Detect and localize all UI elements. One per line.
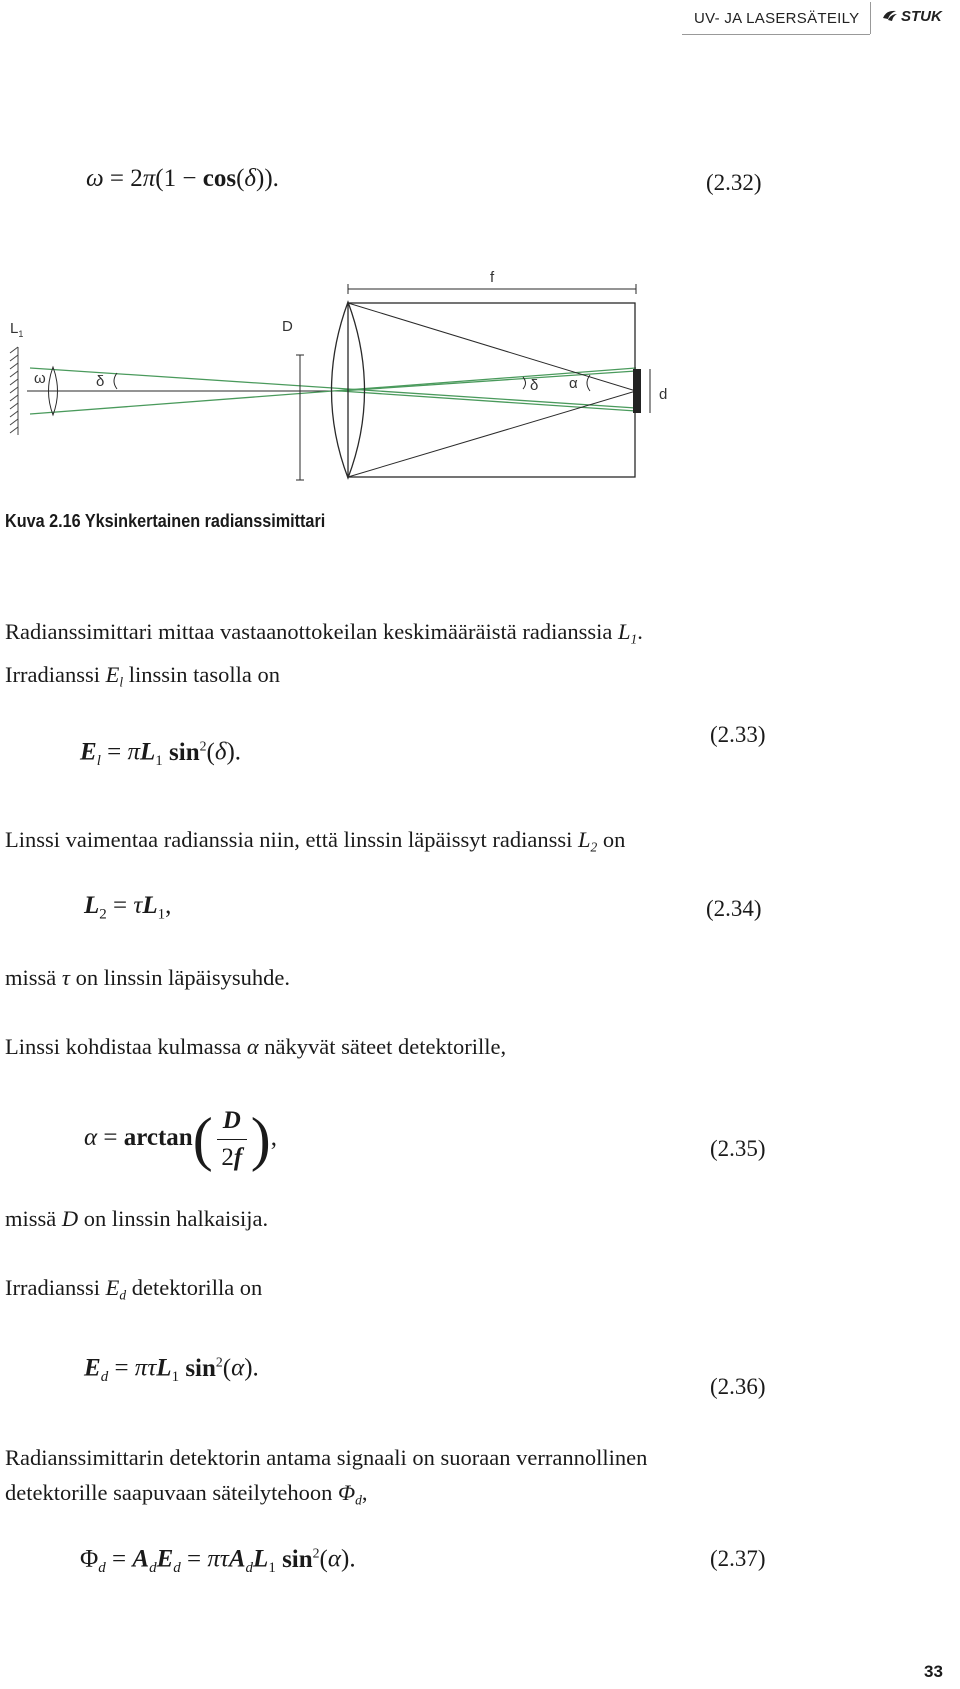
stuk-logo-icon (882, 8, 898, 22)
header-rule (682, 34, 870, 35)
label-alpha: α (569, 375, 578, 392)
paragraph-1: Radianssimittari mittaa vastaanottokeilan keskimääräistä radianssia $L_1$. Irradianssi $E_l$ linssin tasolla on (5, 619, 643, 690)
label-f: f (490, 269, 495, 286)
header-title: UV- JA LASERSÄTEILY (694, 10, 860, 27)
page-number: 33 (924, 1662, 943, 1681)
equation-number: (2.32) (706, 170, 762, 195)
paragraph-4: Linssi kohdistaa kulmassa α näkyvät säteet detektorille, (5, 1034, 507, 1059)
hatched-source (10, 347, 18, 435)
equation-2-35: α = arctan( $\frac{D}{2f}$ ), (84, 1106, 277, 1172)
field-line-top (348, 303, 636, 391)
field-line-bottom (348, 391, 636, 477)
equation-2-37: $\Phi_d = A_dE_d = \pi\tau A_dL_1$ $\sin^2(\alpha)$. (80, 1545, 356, 1576)
label-d: d (659, 386, 668, 403)
paragraph-5: missä D on linssin halkaisija. (5, 1206, 269, 1231)
paragraph-3: missä τ on linssin läpäisysuhde. (5, 965, 290, 990)
detector (633, 369, 641, 413)
header-separator (870, 2, 871, 34)
page-header (682, 0, 960, 36)
label-omega: ω (34, 370, 46, 387)
label-delta-right: δ (530, 377, 539, 394)
radiance-meter-diagram (0, 255, 760, 490)
equation-2-36: $E_d = \pi\tau L_1$ $\sin^2(\alpha)$. (84, 1354, 259, 1385)
label-L1: $L_1$ (10, 320, 24, 339)
equation-number: (2.33) (710, 722, 766, 747)
equation-number: (2.34) (706, 896, 762, 921)
paragraph-7: Radianssimittarin detektorin antama signaali on suoraan verrannollinen detektorille saapuvaan säteilytehoon $\Phi_d$, (5, 1445, 648, 1508)
paragraph-2: Linssi vaimentaa radianssia niin, että linssin läpäissyt radianssi $L_2$ on (5, 827, 626, 855)
label-D: D (282, 318, 293, 335)
equation-number: (2.37) (710, 1546, 766, 1571)
equation-2-33: $E_l = \pi L_1$ $\sin^2(\delta)$. (80, 738, 242, 769)
paragraph-6: Irradianssi $E_d$ detektorilla on (5, 1275, 263, 1303)
equation-2-32: ω = 2π(1 − cos(δ)). (86, 165, 279, 192)
logo-text: STUK (901, 8, 942, 25)
equation-2-34: $L_2 = \tau L_1$, (84, 892, 172, 923)
stuk-logo (882, 8, 942, 25)
angle-arc-delta-left (114, 373, 117, 389)
figure-caption: Kuva 2.16 Yksinkertainen radianssimittari (5, 511, 326, 531)
equation-number: (2.35) (710, 1136, 766, 1161)
angle-arc-alpha (587, 375, 590, 391)
equation-number: (2.36) (710, 1374, 766, 1399)
meter-housing (348, 303, 635, 477)
label-delta-left: δ (96, 373, 105, 390)
